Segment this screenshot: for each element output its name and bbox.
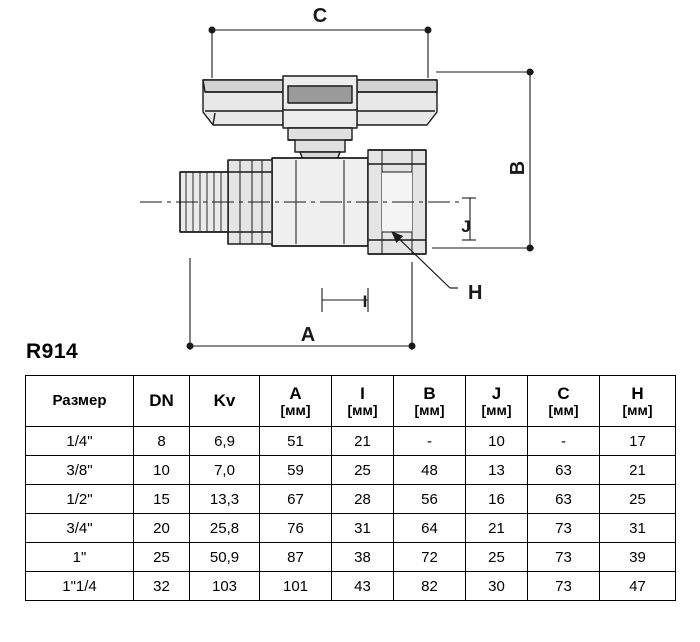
cell-c: - [528, 427, 600, 456]
cell-c: 73 [528, 514, 600, 543]
cell-a: 59 [260, 456, 332, 485]
cell-dn: 10 [134, 456, 190, 485]
cell-i: 38 [332, 543, 394, 572]
cell-a: 51 [260, 427, 332, 456]
cell-j: 30 [466, 572, 528, 601]
table-row [26, 456, 676, 485]
column-header-size: Размер [26, 376, 134, 427]
table-row [26, 572, 676, 601]
cell-size: 1/2" [26, 485, 134, 514]
cell-kv: 6,9 [190, 427, 260, 456]
cell-h: 21 [600, 456, 676, 485]
dimension-label-I: I [362, 292, 368, 311]
handle-right-wing [357, 80, 437, 125]
cell-b: 82 [394, 572, 466, 601]
dimension-label-C: C [312, 5, 328, 27]
cell-h: 47 [600, 572, 676, 601]
table-row [26, 427, 676, 456]
cell-c: 73 [528, 543, 600, 572]
leader-label-H: H [468, 282, 483, 304]
cell-b: 72 [394, 543, 466, 572]
cell-c: 63 [528, 456, 600, 485]
dimension-C [212, 30, 428, 78]
cell-kv: 13,3 [190, 485, 260, 514]
cell-i: 31 [332, 514, 394, 543]
handle-left-wing [203, 80, 283, 125]
cell-kv: 7,0 [190, 456, 260, 485]
column-header-j: J [мм] [466, 376, 528, 427]
dimension-B [432, 72, 534, 248]
cell-size: 3/8" [26, 456, 134, 485]
dimension-label-J: J [461, 217, 471, 236]
cell-dn: 15 [134, 485, 190, 514]
column-header-c: C [мм] [528, 376, 600, 427]
model-label: R914 [26, 340, 79, 363]
cell-a: 76 [260, 514, 332, 543]
column-header-h: H [мм] [600, 376, 676, 427]
cell-i: 25 [332, 456, 394, 485]
cell-h: 31 [600, 514, 676, 543]
cell-dn: 8 [134, 427, 190, 456]
column-header-i: I [мм] [332, 376, 394, 427]
cell-i: 43 [332, 572, 394, 601]
cell-a: 87 [260, 543, 332, 572]
cell-j: 16 [466, 485, 528, 514]
table-row [26, 485, 676, 514]
table-row [26, 543, 676, 572]
cell-size: 1"1/4 [26, 572, 134, 601]
cell-b: 56 [394, 485, 466, 514]
cell-kv: 25,8 [190, 514, 260, 543]
column-header-a: A [мм] [260, 376, 332, 427]
cell-j: 21 [466, 514, 528, 543]
cell-kv: 50,9 [190, 543, 260, 572]
cell-h: 17 [600, 427, 676, 456]
cell-h: 39 [600, 543, 676, 572]
dimension-label-B: B [507, 160, 529, 176]
cell-dn: 25 [134, 543, 190, 572]
cell-size: 1/4" [26, 427, 134, 456]
cell-i: 21 [332, 427, 394, 456]
cell-kv: 103 [190, 572, 260, 601]
cell-dn: 20 [134, 514, 190, 543]
cell-j: 13 [466, 456, 528, 485]
dimension-label-A: A [300, 324, 316, 346]
cell-dn: 32 [134, 572, 190, 601]
specification-table [25, 375, 676, 601]
cell-b: 48 [394, 456, 466, 485]
table-header-row [26, 376, 676, 427]
cell-j: 25 [466, 543, 528, 572]
cell-b: 64 [394, 514, 466, 543]
column-header-kv: Kv [190, 376, 260, 427]
cell-h: 25 [600, 485, 676, 514]
cell-c: 73 [528, 572, 600, 601]
table-row [26, 514, 676, 543]
column-header-dn: DN [134, 376, 190, 427]
valve-stem [288, 128, 352, 160]
cell-a: 67 [260, 485, 332, 514]
cell-b: - [394, 427, 466, 456]
column-header-b: B [мм] [394, 376, 466, 427]
handle-center-boss [283, 76, 357, 128]
dimension-I [322, 288, 368, 312]
cell-size: 3/4" [26, 514, 134, 543]
cell-a: 101 [260, 572, 332, 601]
cell-c: 63 [528, 485, 600, 514]
cell-size: 1" [26, 543, 134, 572]
specification-table-container [25, 375, 675, 601]
cell-j: 10 [466, 427, 528, 456]
cell-i: 28 [332, 485, 394, 514]
